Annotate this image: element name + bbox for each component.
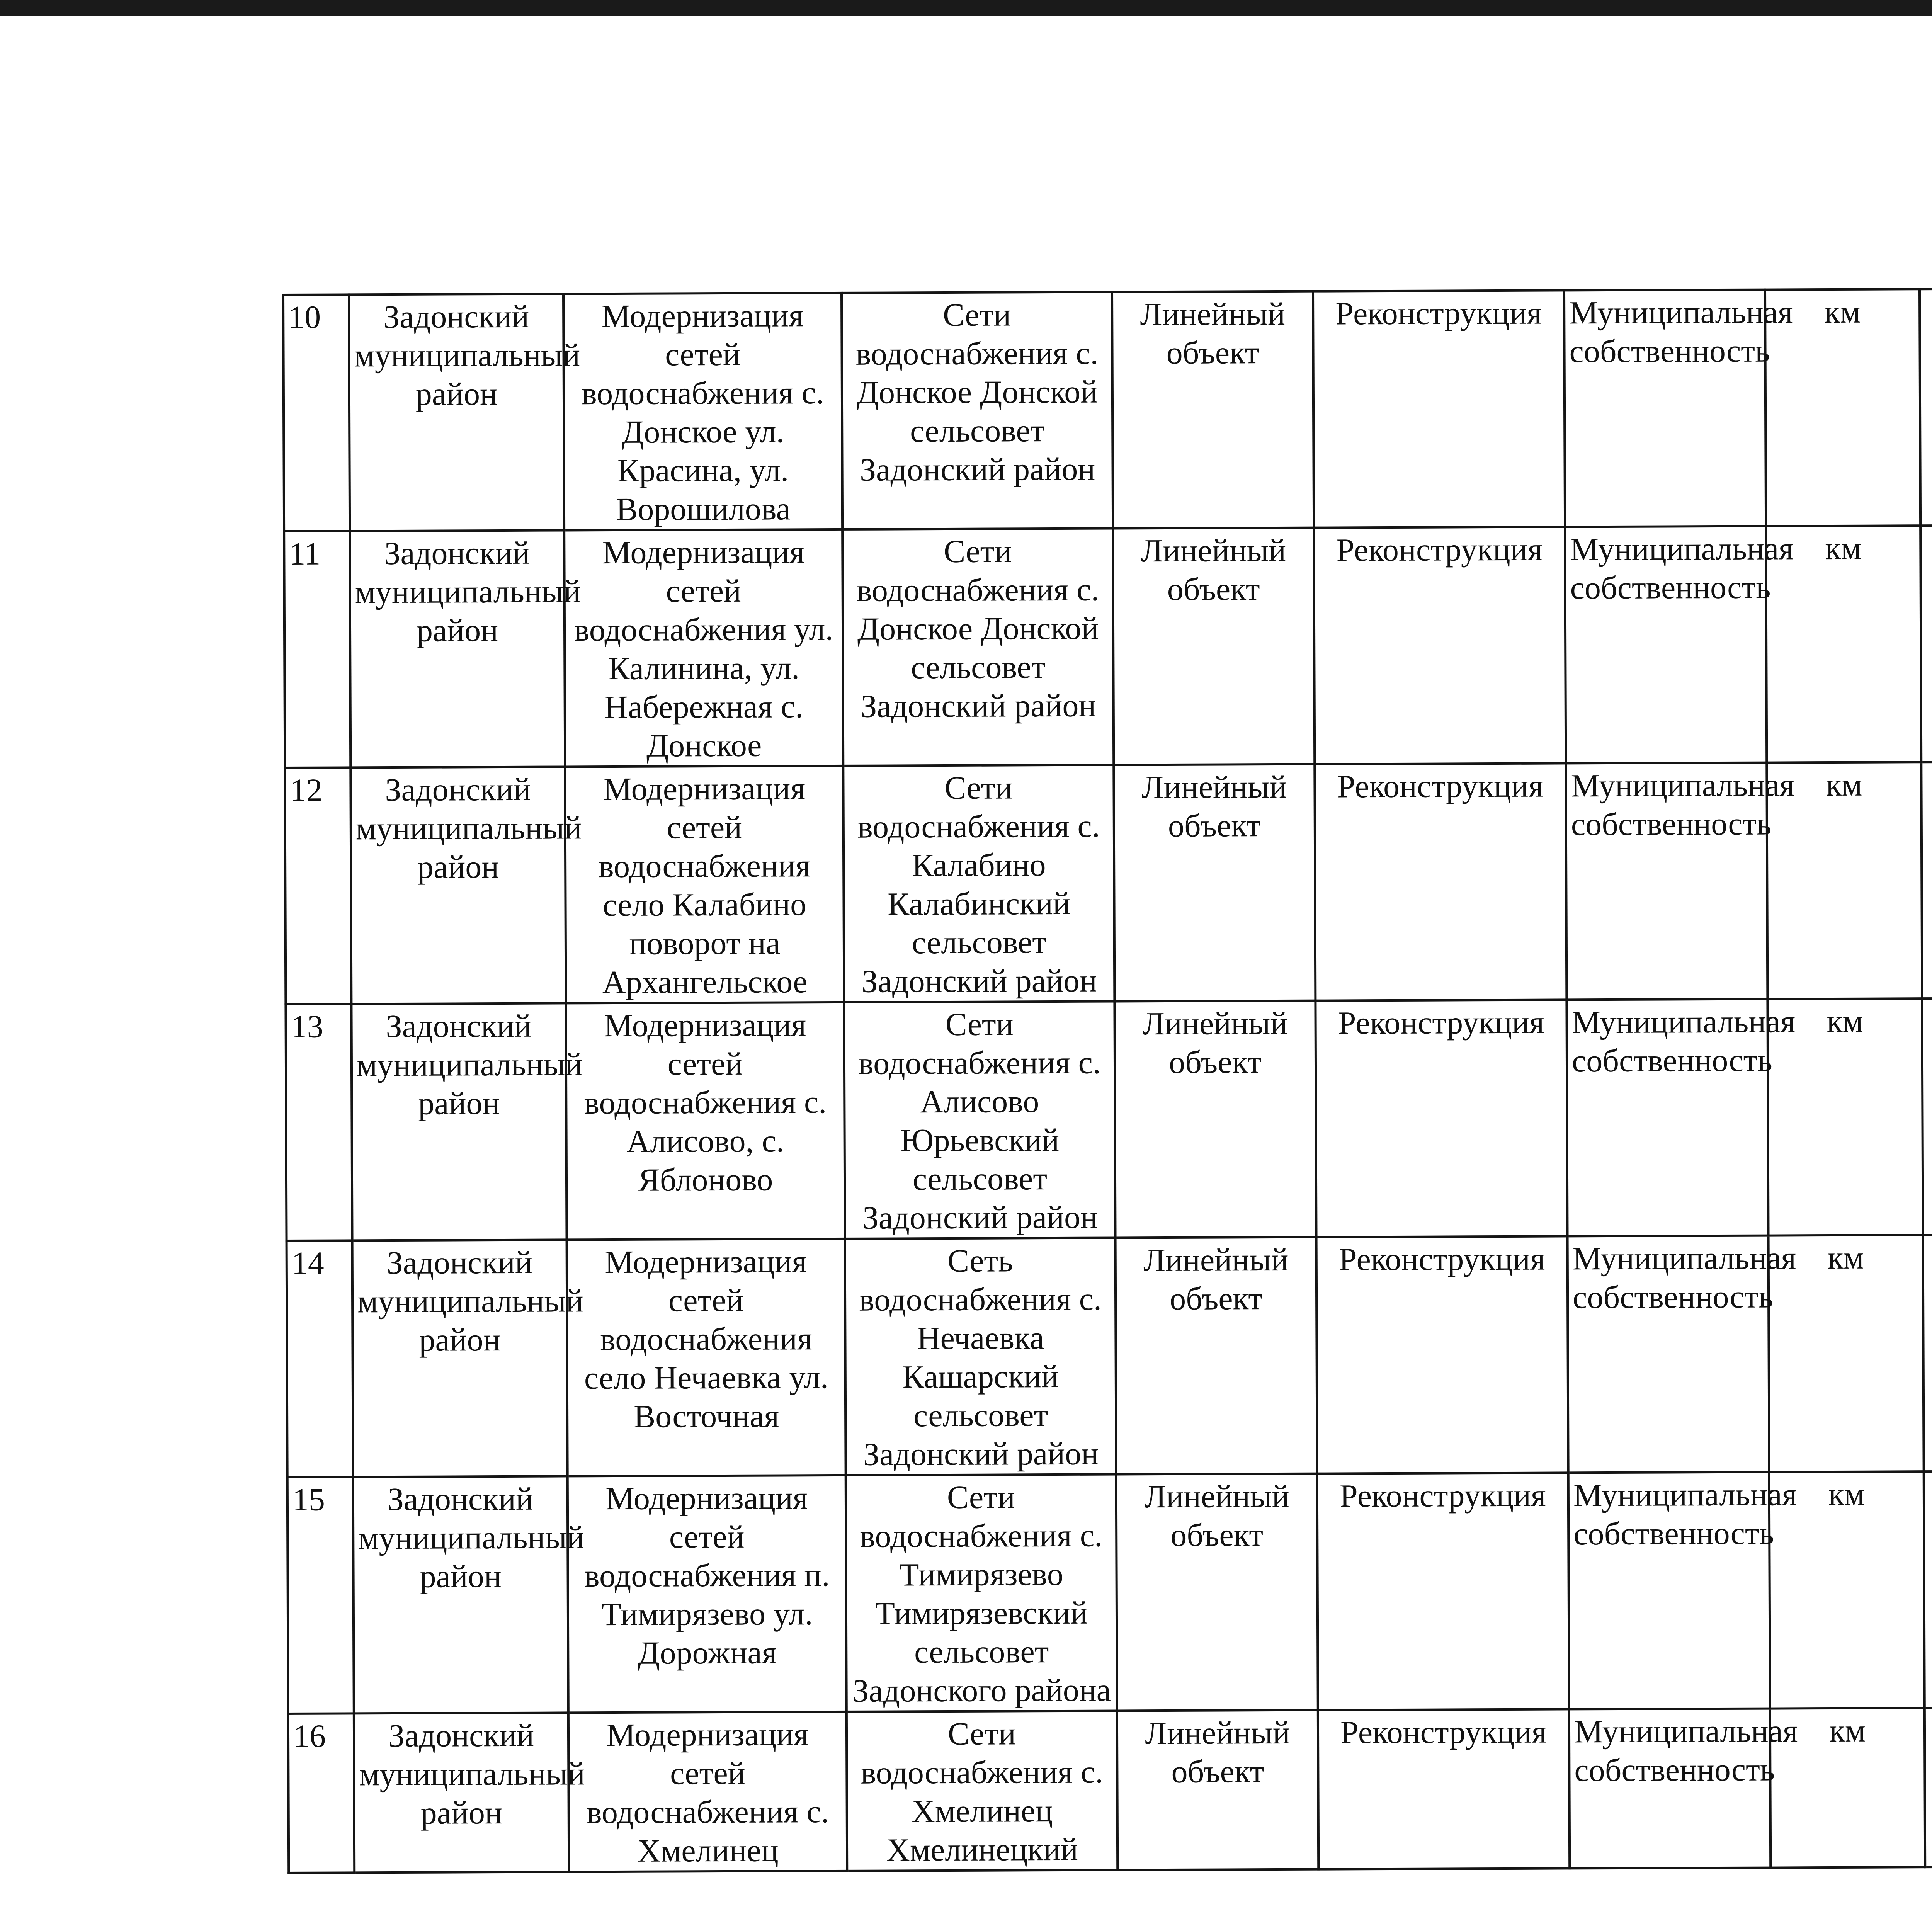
length-cell xyxy=(1925,1708,1932,1867)
object-cell: Сеть водоснабжения с. Нечаевка Кашарский сельсовет Задонский район xyxy=(845,1238,1116,1475)
length-cell xyxy=(1924,1471,1932,1708)
length-cell xyxy=(1922,998,1932,1235)
row-number: 13 xyxy=(286,1004,352,1241)
event-cell: Модернизация сетей водоснабжения село Нечаевка ул. Восточная xyxy=(567,1239,846,1476)
unit-cell: км xyxy=(1765,289,1920,526)
ownership-cell: Муниципальная собственность xyxy=(1566,763,1767,1000)
row-number: 11 xyxy=(284,531,350,768)
object-type-cell: Линейный объект xyxy=(1116,1474,1318,1711)
district-cell: Задонский муниципальный район xyxy=(354,1713,569,1872)
object-type-cell: Линейный объект xyxy=(1113,528,1315,765)
unit-cell: км xyxy=(1770,1708,1925,1867)
unit-cell: км xyxy=(1769,1235,1924,1472)
document-table xyxy=(282,285,1932,1874)
object-cell: Сети водоснабжения с. Хмелинец Хмелинецкий xyxy=(847,1711,1117,1871)
row-number: 12 xyxy=(285,767,351,1004)
length-cell xyxy=(1921,762,1932,999)
object-type-cell: Линейный объект xyxy=(1114,764,1315,1002)
length-cell xyxy=(1920,525,1932,762)
district-cell: Задонский муниципальный район xyxy=(352,1240,568,1477)
ownership-cell: Муниципальная собственность xyxy=(1564,290,1766,527)
event-cell: Модернизация сетей водоснабжения с. Донское ул. Красина, ул. Ворошилова xyxy=(563,293,842,531)
work-type-cell: Реконструкция xyxy=(1315,763,1566,1000)
table-row xyxy=(286,996,1932,1241)
table-row xyxy=(288,1705,1932,1873)
event-cell: Модернизация сетей водоснабжения ул. Калинина, ул. Набережная с. Донское xyxy=(564,529,843,767)
table-row xyxy=(284,523,1932,768)
unit-cell: км xyxy=(1767,998,1923,1235)
row-number: 16 xyxy=(288,1713,354,1873)
ownership-cell: Муниципальная собственность xyxy=(1565,526,1767,764)
work-type-cell: Реконструкция xyxy=(1316,1236,1568,1473)
table-row xyxy=(283,286,1932,531)
object-type-cell: Линейный объект xyxy=(1116,1237,1317,1475)
work-type-cell: Реконструкция xyxy=(1314,527,1566,764)
event-cell: Модернизация сетей водоснабжения с. Хмелинец xyxy=(568,1712,847,1872)
object-cell: Сети водоснабжения с. Тимирязево Тимирязевский сельсовет Задонского района xyxy=(846,1474,1117,1711)
table-row xyxy=(287,1232,1932,1477)
length-cell xyxy=(1920,289,1932,526)
length-cell xyxy=(1923,1235,1932,1472)
work-type-cell: Реконструкция xyxy=(1313,290,1565,527)
object-cell: Сети водоснабжения с. Донское Донской сельсовет Задонский район xyxy=(842,528,1114,765)
event-cell: Модернизация сетей водоснабжения п. Тимирязево ул. Дорожная xyxy=(568,1475,847,1713)
event-cell: Модернизация сетей водоснабжения с. Алисово, с. Яблоново xyxy=(566,1002,845,1240)
district-cell: Задонский муниципальный район xyxy=(349,294,564,531)
table-body xyxy=(283,286,1932,1873)
object-type-cell: Линейный объект xyxy=(1114,1001,1316,1238)
row-number: 14 xyxy=(287,1240,353,1477)
object-cell: Сети водоснабжения с. Донское Донской сельсовет Задонский район xyxy=(842,292,1113,529)
ownership-cell: Муниципальная собственность xyxy=(1568,1472,1770,1709)
district-cell: Задонский муниципальный район xyxy=(350,767,566,1004)
row-number: 10 xyxy=(283,294,350,531)
table-row xyxy=(285,759,1932,1004)
district-cell: Задонский муниципальный район xyxy=(350,530,565,767)
ownership-cell: Муниципальная собственность xyxy=(1569,1709,1770,1869)
work-type-cell: Реконструкция xyxy=(1317,1473,1569,1710)
object-type-cell: Линейный объект xyxy=(1112,291,1314,529)
object-cell: Сети водоснабжения с. Калабино Калабинский сельсовет Задонский район xyxy=(843,765,1114,1002)
scan-border-top xyxy=(0,0,1932,16)
ownership-cell: Муниципальная собственность xyxy=(1568,1236,1769,1473)
district-cell: Задонский муниципальный район xyxy=(351,1003,566,1240)
object-type-cell: Линейный объект xyxy=(1117,1710,1318,1870)
work-type-cell: Реконструкция xyxy=(1318,1709,1570,1869)
unit-cell: км xyxy=(1766,526,1921,762)
work-type-cell: Реконструкция xyxy=(1315,1000,1567,1237)
event-cell: Модернизация сетей водоснабжения село Калабино поворот на Архангельское xyxy=(565,766,844,1003)
table-row xyxy=(287,1469,1932,1714)
unit-cell: км xyxy=(1767,762,1922,999)
row-number: 15 xyxy=(287,1477,354,1714)
unit-cell: км xyxy=(1769,1471,1925,1708)
district-cell: Задонский муниципальный район xyxy=(353,1476,568,1713)
ownership-cell: Муниципальная собственность xyxy=(1566,999,1768,1236)
object-cell: Сети водоснабжения с. Алисово Юрьевский сельсовет Задонский район xyxy=(844,1001,1115,1238)
